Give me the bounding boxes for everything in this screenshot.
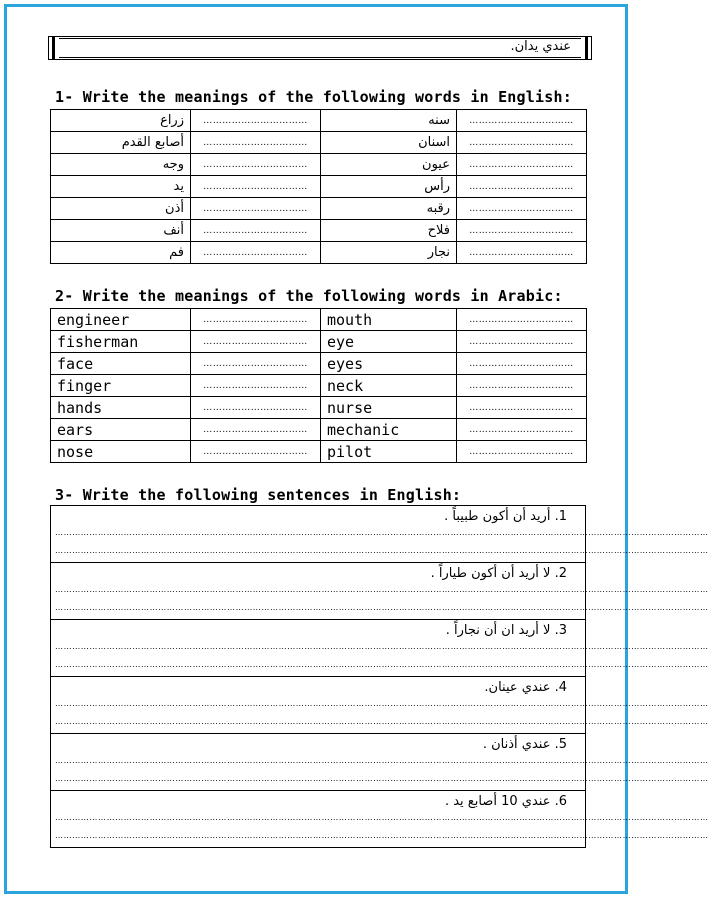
answer-blank[interactable]: …………………………… <box>457 110 587 132</box>
word-cell: وجه <box>51 154 191 176</box>
answer-blank[interactable]: …………………………… <box>457 419 587 441</box>
word-row <box>51 419 587 441</box>
sentence-text: 2. لا أريد أن أكون طياراً . <box>430 566 567 581</box>
answer-blank[interactable]: …………………………… <box>191 110 321 132</box>
word-row <box>51 132 587 154</box>
word-cell: سنه <box>321 110 457 132</box>
word-cell: mouth <box>321 309 457 331</box>
answer-blank[interactable]: …………………………… <box>191 441 321 463</box>
answer-blank[interactable]: …………………………… <box>191 397 321 419</box>
sentence-item <box>51 734 709 791</box>
word-cell: hands <box>51 397 191 419</box>
word-cell: رأس <box>321 176 457 198</box>
answer-blank[interactable]: …………………………… <box>457 176 587 198</box>
word-cell: يد <box>51 176 191 198</box>
section1-heading: 1- Write the meanings of the following words in English: <box>55 88 572 106</box>
answer-line[interactable]: ………………………………………………………………………………………………………………………………………………………………………………………………………… <box>55 831 709 840</box>
word-cell: neck <box>321 375 457 397</box>
word-cell: عيون <box>321 154 457 176</box>
sentence-item <box>51 677 709 734</box>
answer-blank[interactable]: …………………………… <box>457 132 587 154</box>
answer-blank[interactable]: …………………………… <box>457 441 587 463</box>
word-cell: أذن <box>51 198 191 220</box>
answer-blank[interactable]: …………………………… <box>191 309 321 331</box>
sentence-item <box>51 506 709 563</box>
answer-blank[interactable]: …………………………… <box>191 220 321 242</box>
answer-blank[interactable]: …………………………… <box>457 220 587 242</box>
title-inner-frame <box>59 38 581 58</box>
word-cell: nurse <box>321 397 457 419</box>
word-cell: رقبه <box>321 198 457 220</box>
answer-blank[interactable]: …………………………… <box>191 198 321 220</box>
answer-line[interactable]: ………………………………………………………………………………………………………………………………………………………………………………………………………… <box>55 642 709 651</box>
sentence-item <box>51 791 709 847</box>
word-row <box>51 331 587 353</box>
word-row <box>51 309 587 331</box>
answer-line[interactable]: ………………………………………………………………………………………………………………………………………………………………………………………………………… <box>55 603 709 612</box>
word-row <box>51 353 587 375</box>
sentence-text: 6. عندي 10 أصابع يد . <box>444 794 567 809</box>
word-row <box>51 110 587 132</box>
answer-blank[interactable]: …………………………… <box>191 375 321 397</box>
answer-line[interactable]: ………………………………………………………………………………………………………………………………………………………………………………………………………… <box>55 756 709 765</box>
title-box <box>48 36 592 60</box>
section1-table <box>50 109 587 264</box>
sentence-text: 3. لا أريد ان أن نجاراً . <box>445 623 567 638</box>
answer-line[interactable]: ………………………………………………………………………………………………………………………………………………………………………………………………………… <box>55 813 709 822</box>
answer-blank[interactable]: …………………………… <box>191 176 321 198</box>
answer-blank[interactable]: …………………………… <box>457 242 587 264</box>
word-row <box>51 154 587 176</box>
word-cell: pilot <box>321 441 457 463</box>
answer-blank[interactable]: …………………………… <box>457 353 587 375</box>
answer-blank[interactable]: …………………………… <box>191 242 321 264</box>
word-cell: nose <box>51 441 191 463</box>
word-row <box>51 176 587 198</box>
section2-table <box>50 308 587 463</box>
answer-blank[interactable]: …………………………… <box>457 397 587 419</box>
word-row <box>51 242 587 264</box>
word-cell: زراع <box>51 110 191 132</box>
answer-blank[interactable]: …………………………… <box>457 309 587 331</box>
sentence-text: 1. أريد أن أكون طبيباً . <box>444 509 567 524</box>
sentence-item <box>51 563 709 620</box>
answer-blank[interactable]: …………………………… <box>457 331 587 353</box>
answer-blank[interactable]: …………………………… <box>191 331 321 353</box>
sentence-item <box>51 620 709 677</box>
word-cell: اسنان <box>321 132 457 154</box>
word-cell: eyes <box>321 353 457 375</box>
word-cell: أنف <box>51 220 191 242</box>
word-row <box>51 397 587 419</box>
answer-blank[interactable]: …………………………… <box>457 154 587 176</box>
answer-line[interactable]: ………………………………………………………………………………………………………………………………………………………………………………………………………… <box>55 528 709 537</box>
word-cell: فلاح <box>321 220 457 242</box>
word-cell: فم <box>51 242 191 264</box>
answer-line[interactable]: ………………………………………………………………………………………………………………………………………………………………………………………………………… <box>55 546 709 555</box>
answer-blank[interactable]: …………………………… <box>191 419 321 441</box>
answer-blank[interactable]: …………………………… <box>191 154 321 176</box>
word-cell: أصابع القدم <box>51 132 191 154</box>
word-row <box>51 441 587 463</box>
word-cell: mechanic <box>321 419 457 441</box>
section3-heading: 3- Write the following sentences in English: <box>55 486 462 504</box>
answer-blank[interactable]: …………………………… <box>457 375 587 397</box>
word-cell: face <box>51 353 191 375</box>
answer-blank[interactable]: …………………………… <box>191 353 321 375</box>
word-row <box>51 220 587 242</box>
word-row <box>51 375 587 397</box>
word-cell: engineer <box>51 309 191 331</box>
answer-line[interactable]: ………………………………………………………………………………………………………………………………………………………………………………………………………… <box>55 774 709 783</box>
answer-blank[interactable]: …………………………… <box>191 132 321 154</box>
word-cell: ears <box>51 419 191 441</box>
word-cell: finger <box>51 375 191 397</box>
page-title: عندي يدان. <box>510 39 571 54</box>
word-cell: fisherman <box>51 331 191 353</box>
answer-line[interactable]: ………………………………………………………………………………………………………………………………………………………………………………………………………… <box>55 717 709 726</box>
sentence-text: 4. عندي عينان. <box>484 680 567 695</box>
answer-line[interactable]: ………………………………………………………………………………………………………………………………………………………………………………………………………… <box>55 585 709 594</box>
word-cell: نجار <box>321 242 457 264</box>
answer-line[interactable]: ………………………………………………………………………………………………………………………………………………………………………………………………………… <box>55 660 709 669</box>
word-row <box>51 198 587 220</box>
section2-heading: 2- Write the meanings of the following words in Arabic: <box>55 287 563 305</box>
sentences-box <box>50 505 709 848</box>
answer-line[interactable]: ………………………………………………………………………………………………………………………………………………………………………………………………………… <box>55 699 709 708</box>
answer-blank[interactable]: …………………………… <box>457 198 587 220</box>
sentence-text: 5. عندي أذنان . <box>482 737 567 752</box>
word-cell: eye <box>321 331 457 353</box>
